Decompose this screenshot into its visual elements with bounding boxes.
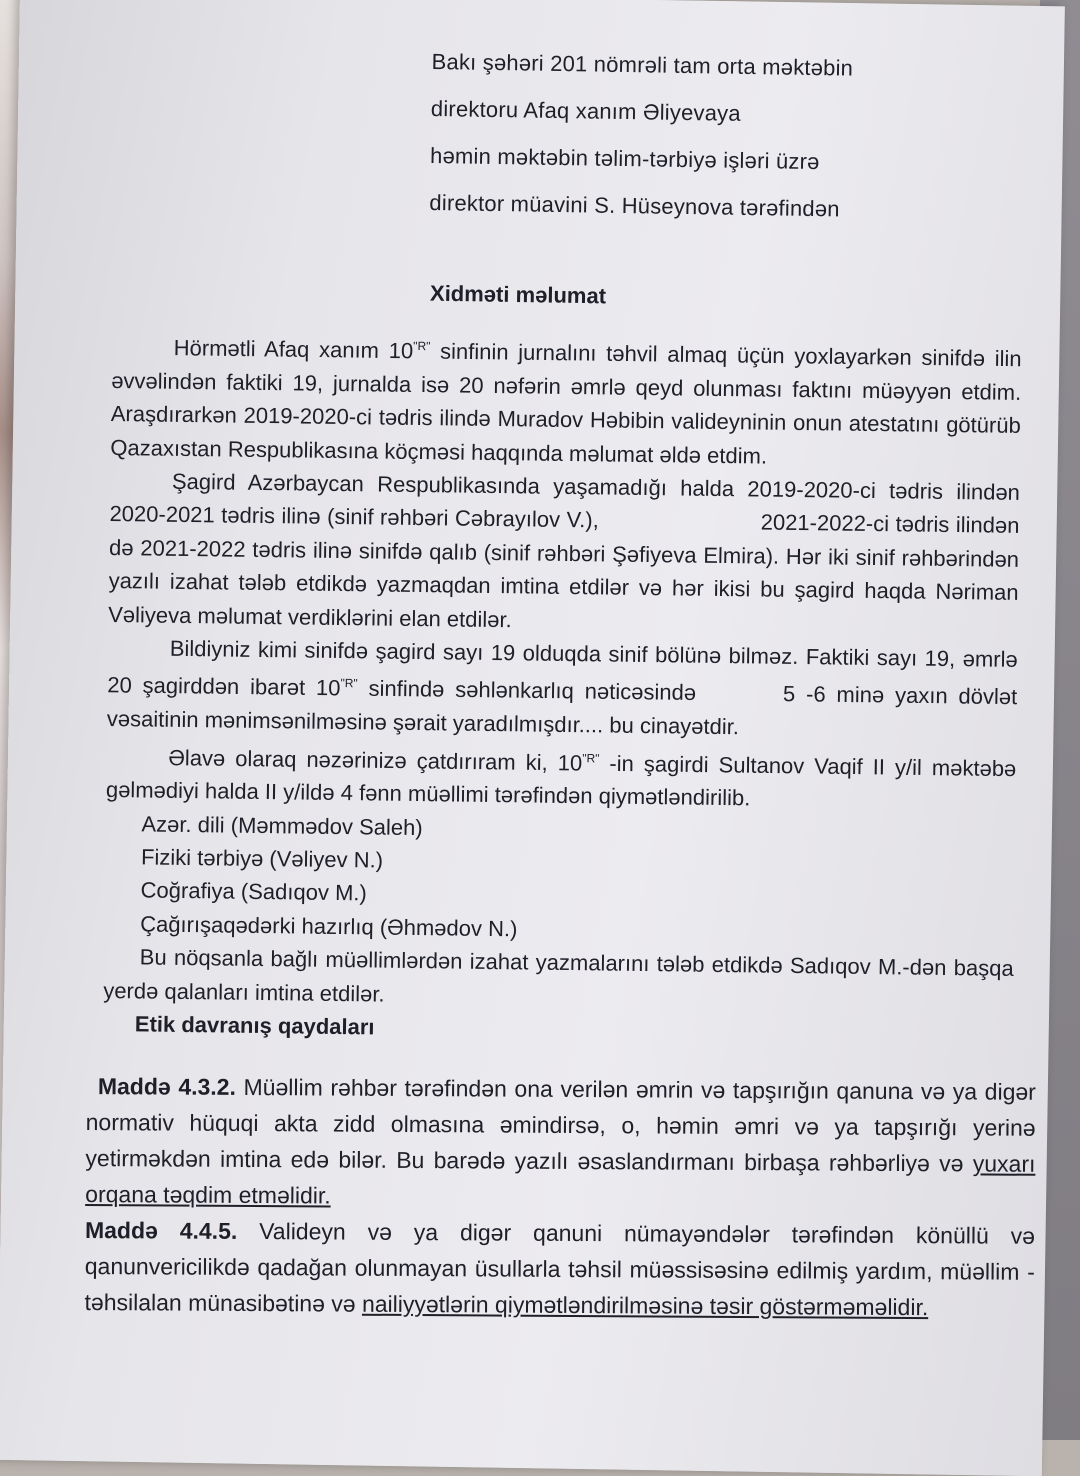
address-line: direktor müavini S. Hüseynova tərəfindən (429, 189, 840, 222)
rule-label: Maddə 4.3.2. (97, 1073, 236, 1100)
teacher-item: Coğrafiya (Sadıqov M.) (140, 877, 367, 906)
superscript: "R" (582, 750, 600, 765)
paragraph-4 (106, 735, 1017, 818)
paragraph-3 (106, 631, 1025, 747)
address-block (429, 38, 952, 234)
rule-underlined: nailiyyətlərin qiymətləndirilməsinə təsir göstərməməlidir. (361, 1290, 929, 1321)
text-run: -in şagirdi Sultanov Vaqif II y/il məktəbə gəlmədiyi halda II y/ildə 4 fənn müəllimi tərəfindən qiymətləndirilib. (105, 750, 1017, 811)
text-run: Əlavə olaraq nəzərinizə çatdırıram ki, 10 (168, 744, 583, 776)
text-run: Hörmətli Afaq xanım 10 (173, 335, 414, 364)
paragraph-1 (110, 326, 1022, 476)
document-title: Xidməti məlumat (429, 280, 607, 309)
rule-text: Müəllim rəhbər tərəfindən ona verilən əmrin və tapşırığın qanuna və ya digər normativ hüquqi akta zidd olmasına əmindirsə, o, həmin əmri və ya tapşırığı yerinə yetirməkdən imtina edə bilər. Bu barədə yazılı əsaslandırmanı birbaşa rəhbərliyə və (85, 1073, 1036, 1177)
address-line: direktoru Afaq xanım Əliyevaya (430, 95, 741, 126)
text-run: sinfində səhlənkarlıq nəticəsində 5 -6 minə yaxın dövlət vəsaitinin mənimsənilməsinə şərait yaradılmışdır.... bu cinayətdir. (106, 675, 1024, 740)
paragraph-5: Bu nöqsanla bağlı müəllimlərdən izahat yazmalarını tələb etdikdə Sadıqov M.-dən başqa yerdə qalanları imtina etdilər. (103, 944, 1014, 1007)
address-line: həmin məktəbin təlim-tərbiyə işləri üzrə (429, 142, 820, 175)
teacher-item: Azər. dili (Məmmədov Saleh) (141, 811, 423, 840)
superscript: "R" (340, 676, 358, 691)
superscript: "R" (413, 338, 431, 354)
rule-text: Valideyn və ya digər qanuni nümayəndələr tərəfindən könüllü və qanunvericilikdə qadağan olunmayan üsullarla təhsil müəssisəsinə edilmiş yardım, müəllim -təhsilalan münasibətinə və (84, 1217, 1036, 1317)
paragraph-2: Şagird Azərbaycan Respublikasında yaşamadığı halda 2019-2020-ci tədris ilindən 2020-2021 tədris ilinə (sinif rəhbəri Cəbrayılov V.), 2021-2022-ci tədris ilindən də 2021-2022 tədris ilinə sinifdə qalıb (sinif rəhbəri Şəfiyeva Elmira). Hər iki sinif rəhbərindən yazılı izahat tələb etdikdə yazmaqdan imtina etdilər və hər ikisi bu şagird haqda Nəriman Vəliyeva məlumat verdiklərini elan etdilər. (108, 468, 1027, 632)
rule-label: Maddə 4.4.5. (84, 1216, 238, 1244)
text-run: sinfinin jurnalını təhvil almaq üçün yoxlayarkən sinifdə ilin əvvəlindən faktiki 19, jurnalda isə 20 nəfərin əmrlə qeyd olunması faktını müəyyən etdim. Araşdırarkən 2019-2020-ci tədris ilində Muradov Həbibin valideyninin onun atestatını götürüb Qazaxıstan Respublikasına köçməsi haqqında məlumat əldə etdim. (110, 338, 1022, 469)
teacher-item: Fiziki tərbiyə (Vəliyev N.) (140, 844, 384, 873)
ethics-heading: Etik davranış qaydaları (134, 1011, 375, 1040)
body-text (103, 326, 1027, 1052)
rules-block (84, 1068, 1036, 1326)
rule-4-4-5 (84, 1212, 1035, 1326)
text-run: Bildiyniz kimi sinifdə şagird sayı 19 olduqda sinif bölünə bilməz. Faktiki sayı 19, əmrlə 20 şagirddən ibarət 10 (107, 635, 1025, 701)
address-line: Bakı şəhəri 201 nömrəli tam orta məktəbin (431, 48, 854, 81)
teacher-item: Çağırışaqədərki hazırlıq (Əhmədov N.) (140, 911, 518, 942)
rule-underlined: yuxarı orqana təqdim etməlidir. (85, 1150, 1036, 1209)
rule-4-3-2 (85, 1068, 1036, 1218)
